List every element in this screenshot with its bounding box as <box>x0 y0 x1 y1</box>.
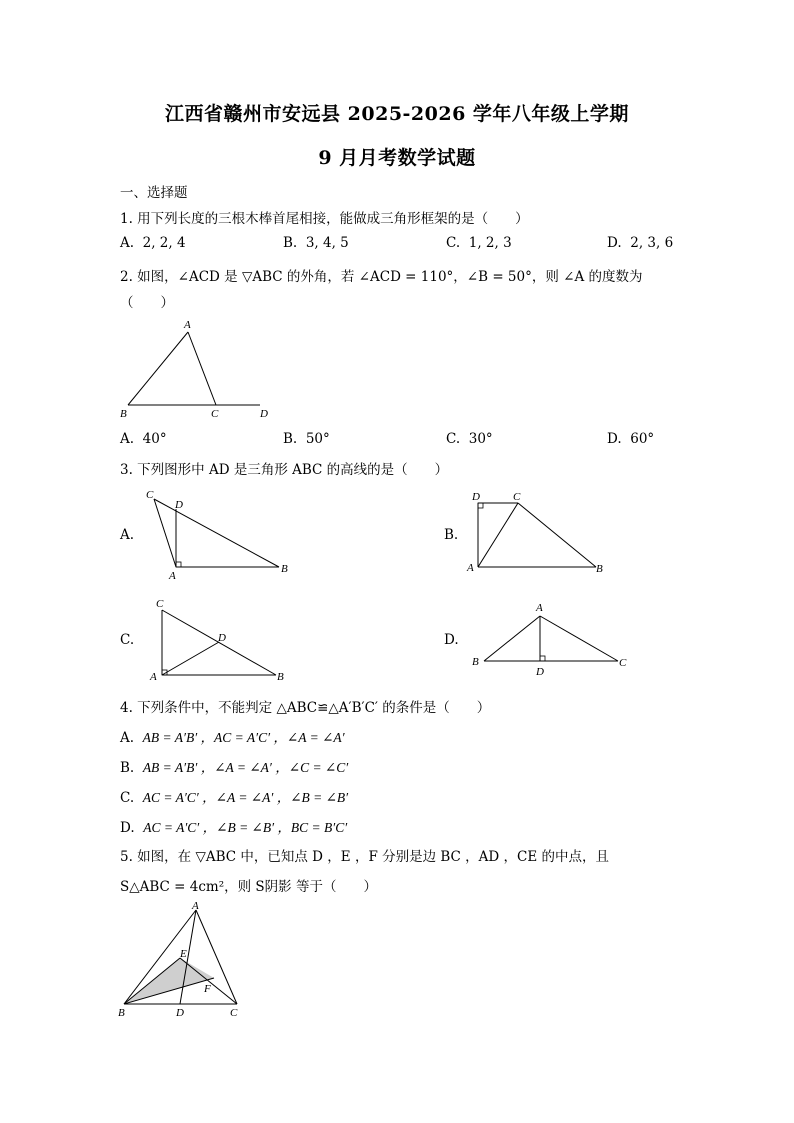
page-subtitle: 9 月月考数学试题 <box>318 147 476 169</box>
question-5-stem: 5. 如图，在 ▽ABC 中，已知点 D ，E ，F 分别是边 BC ，AD ，CE 的中点，且 <box>120 849 610 865</box>
svg-text:D: D <box>472 491 480 503</box>
q3-figure-c <box>142 592 302 687</box>
question-2-paren: （ ） <box>120 295 174 311</box>
q3-figure-a <box>140 486 300 581</box>
svg-text:C: C <box>619 657 627 669</box>
svg-text:C: C <box>230 1007 238 1019</box>
q2-label-b: B <box>120 408 127 420</box>
svg-text:D: D <box>175 499 183 511</box>
svg-text:F: F <box>204 983 211 995</box>
svg-text:A: A <box>467 562 474 574</box>
svg-text:D: D <box>218 632 226 644</box>
q2-label-a: A <box>184 319 191 331</box>
q2-option-c: C. 30° <box>446 431 493 447</box>
svg-text:B: B <box>277 671 284 683</box>
section-heading: 一、选择题 <box>120 185 188 201</box>
q3-option-a-label: A. <box>120 527 135 543</box>
q3-option-d-label: D. <box>444 632 459 648</box>
q2-option-d: D. 60° <box>607 431 655 447</box>
q4-option-c: C. AC = A′C′ ，∠A = ∠A′ ，∠B = ∠B′ <box>120 790 349 806</box>
q1-option-c: C. 1, 2, 3 <box>446 235 512 251</box>
svg-text:D: D <box>536 666 544 678</box>
q3-option-c-label: C. <box>120 632 135 648</box>
q2-label-c: C <box>211 408 219 420</box>
svg-text:C: C <box>156 598 164 610</box>
svg-text:C: C <box>146 489 154 501</box>
svg-text:A: A <box>192 900 199 912</box>
svg-text:B: B <box>118 1007 125 1019</box>
q1-option-b: B. 3, 4, 5 <box>283 235 349 251</box>
svg-text:E: E <box>180 948 187 960</box>
q4-option-b: B. AB = A′B′ ，∠A = ∠A′ ，∠C = ∠C′ <box>120 760 349 776</box>
svg-text:A: A <box>169 570 176 581</box>
q4-option-d: D. AC = A′C′ ，∠B = ∠B′ ，BC = B′C′ <box>120 820 348 836</box>
question-3-stem: 3. 下列图形中 AD 是三角形 ABC 的高线的是（ ） <box>120 462 449 478</box>
q2-option-a: A. 40° <box>120 431 167 447</box>
q1-option-a: A. 2, 2, 4 <box>120 235 186 251</box>
svg-text:C: C <box>513 491 521 503</box>
q3-option-b-label: B. <box>444 527 459 543</box>
svg-text:A: A <box>536 602 543 614</box>
svg-text:D: D <box>176 1007 184 1019</box>
q3-figure-d <box>468 596 638 681</box>
page-title: 江西省赣州市安远县 2025-2026 学年八年级上学期 <box>165 103 629 125</box>
q2-option-b: B. 50° <box>283 431 330 447</box>
svg-text:B: B <box>596 563 603 575</box>
q2-label-d: D <box>260 408 268 420</box>
svg-text:A: A <box>150 671 157 683</box>
q4-option-a: A. AB = A′B′ ，AC = A′C′ ，∠A = ∠A′ <box>120 730 345 746</box>
q1-option-d: D. 2, 3, 6 <box>607 235 674 251</box>
question-4-stem: 4. 下列条件中，不能判定 △ABC≌△A′B′C′ 的条件是（ ） <box>120 700 491 716</box>
q5-triangle-figure <box>110 898 260 1023</box>
question-1-stem: 1. 用下列长度的三根木棒首尾相接，能做成三角形框架的是（ ） <box>120 211 529 227</box>
q2-triangle-figure <box>110 312 290 422</box>
question-2-stem: 2. 如图，∠ACD 是 ▽ABC 的外角，若 ∠ACD = 110°，∠B = 50°，则 ∠A 的度数为 <box>120 269 643 285</box>
svg-text:B: B <box>472 656 479 668</box>
svg-text:B: B <box>281 563 288 575</box>
q3-figure-b <box>462 486 622 581</box>
question-5-line2: S△ABC = 4cm²，则 S阴影 等于（ ） <box>120 879 377 895</box>
